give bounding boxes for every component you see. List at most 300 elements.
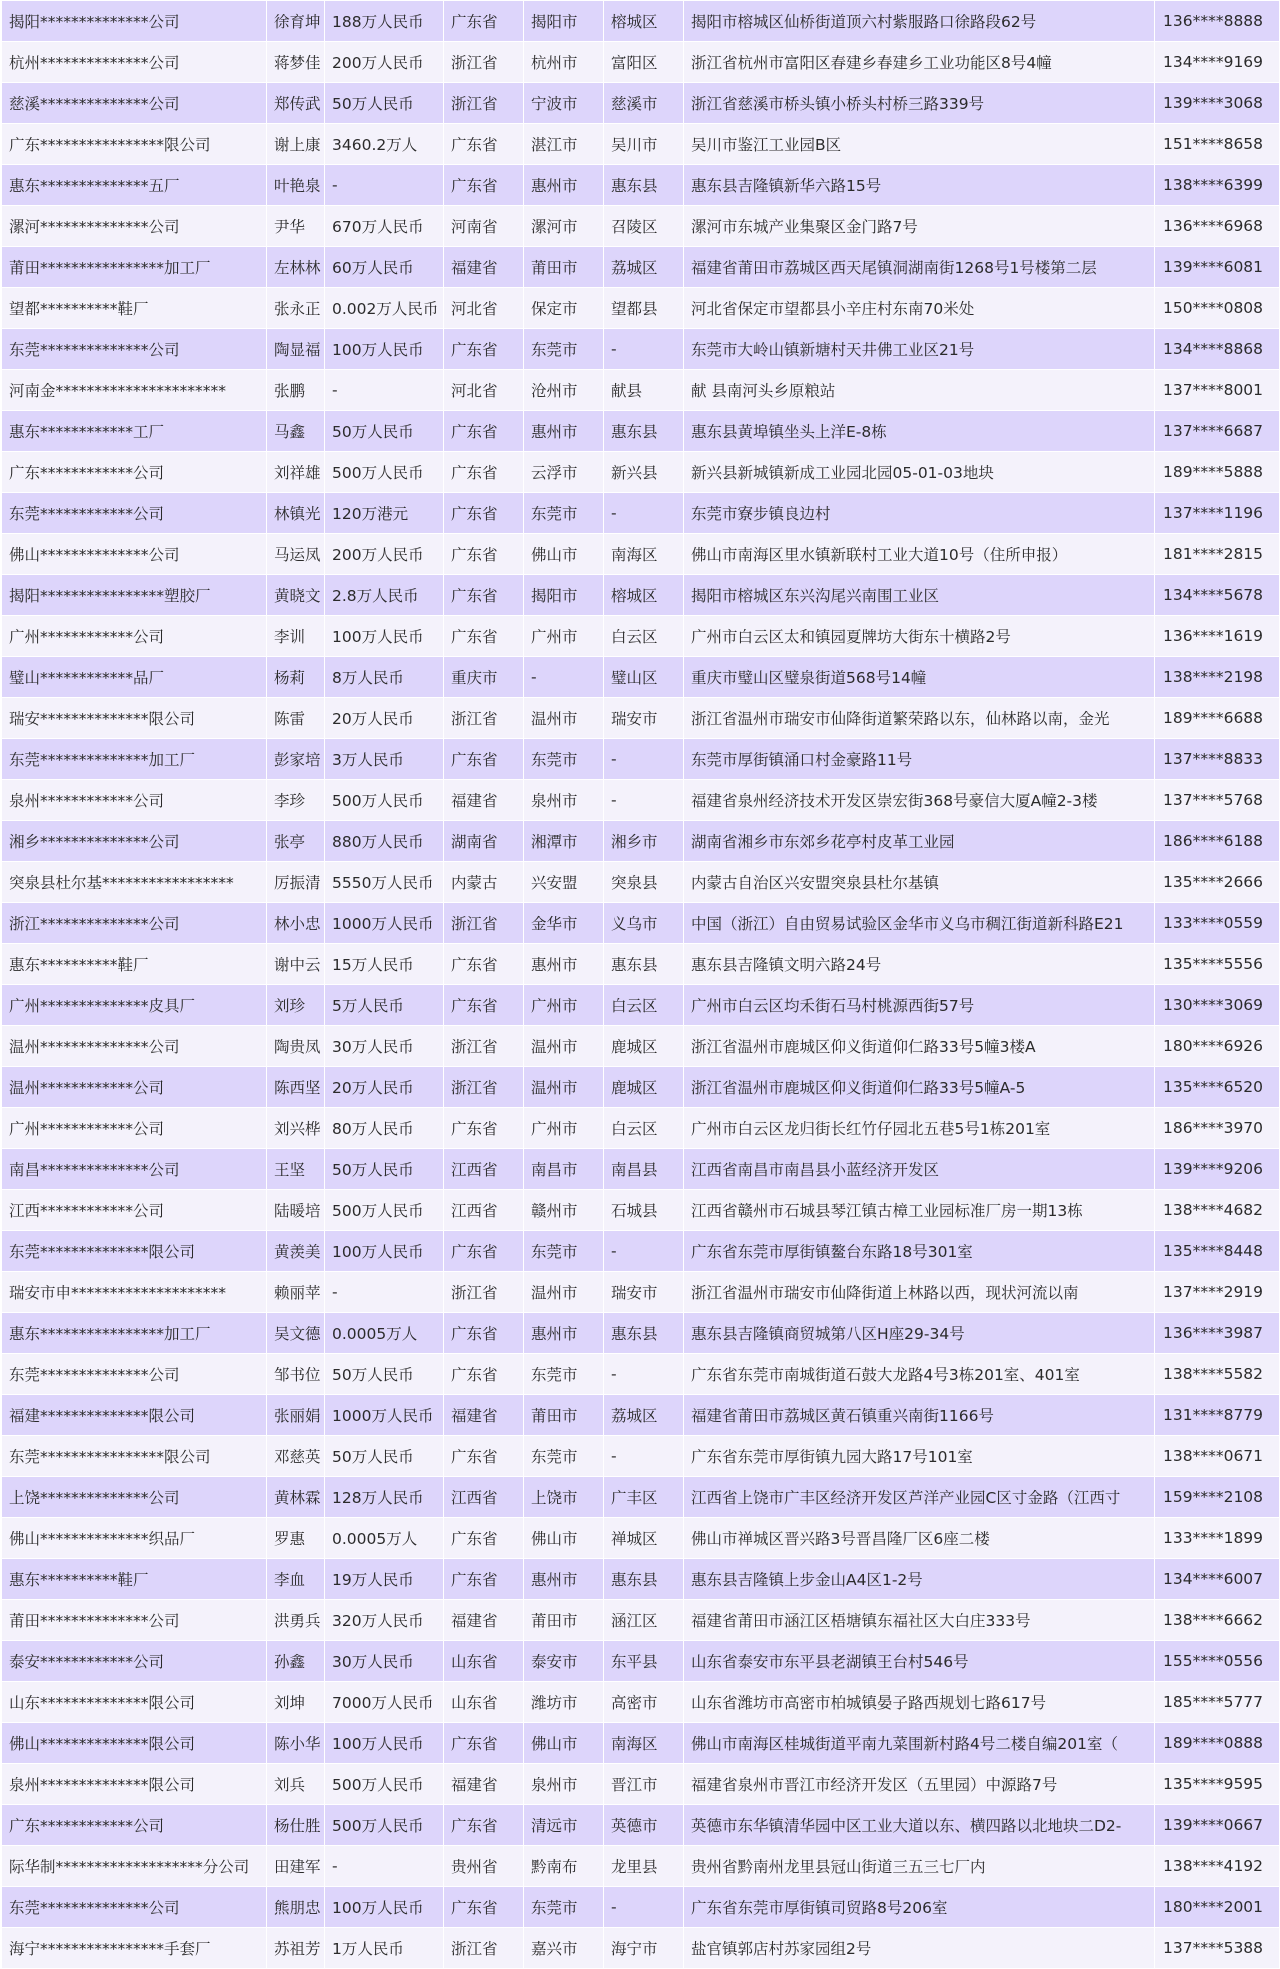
city-cell: 上饶市 <box>524 1477 604 1518</box>
phone-cell: 185****5777 <box>1155 1682 1280 1723</box>
company-cell: 湘乡**************公司 <box>2 821 267 862</box>
city-cell: 佛山市 <box>524 534 604 575</box>
company-cell: 杭州**************公司 <box>2 42 267 83</box>
city-cell: 莆田市 <box>524 247 604 288</box>
legal-person-cell: 刘祥雄 <box>267 452 325 493</box>
legal-person-cell: 杨莉 <box>267 657 325 698</box>
legal-person-cell: 谢中云 <box>267 944 325 985</box>
address-cell: 浙江省温州市鹿城区仰义街道仰仁路33号5幢3楼A <box>684 1026 1155 1067</box>
address-cell: 盐官镇郭店村苏家园组2号 <box>684 1928 1155 1969</box>
legal-person-cell: 赖丽苹 <box>267 1272 325 1313</box>
province-cell: 广东省 <box>444 1108 524 1149</box>
table-body <box>2 1 1280 1969</box>
phone-cell: 130****3069 <box>1155 985 1280 1026</box>
province-cell: 广东省 <box>444 534 524 575</box>
province-cell: 广东省 <box>444 1887 524 1928</box>
phone-cell: 180****2001 <box>1155 1887 1280 1928</box>
registered-capital-cell: 8万人民币 <box>325 657 444 698</box>
province-cell: 山东省 <box>444 1641 524 1682</box>
phone-cell: 138****4682 <box>1155 1190 1280 1231</box>
province-cell: 江西省 <box>444 1477 524 1518</box>
legal-person-cell: 张鹏 <box>267 370 325 411</box>
province-cell: 广东省 <box>444 1518 524 1559</box>
registered-capital-cell: 200万人民币 <box>325 42 444 83</box>
company-cell: 慈溪**************公司 <box>2 83 267 124</box>
registered-capital-cell: - <box>325 1846 444 1887</box>
city-cell: 杭州市 <box>524 42 604 83</box>
phone-cell: 139****0667 <box>1155 1805 1280 1846</box>
province-cell: 广东省 <box>444 493 524 534</box>
phone-cell: 137****8833 <box>1155 739 1280 780</box>
district-cell: 白云区 <box>604 1108 684 1149</box>
company-cell: 莆田**************公司 <box>2 1600 267 1641</box>
table-row <box>2 1436 1280 1477</box>
district-cell: 惠东县 <box>604 1313 684 1354</box>
legal-person-cell: 苏祖芳 <box>267 1928 325 1969</box>
district-cell: 召陵区 <box>604 206 684 247</box>
phone-cell: 138****2198 <box>1155 657 1280 698</box>
company-cell: 惠东**********鞋厂 <box>2 944 267 985</box>
city-cell: 惠州市 <box>524 944 604 985</box>
registered-capital-cell: 5万人民币 <box>325 985 444 1026</box>
province-cell: 浙江省 <box>444 1067 524 1108</box>
phone-cell: 139****3068 <box>1155 83 1280 124</box>
address-cell: 广东省东莞市厚街镇司贸路8号206室 <box>684 1887 1155 1928</box>
registered-capital-cell: 3万人民币 <box>325 739 444 780</box>
company-cell: 海宁****************手套厂 <box>2 1928 267 1969</box>
table-row <box>2 616 1280 657</box>
registered-capital-cell: 500万人民币 <box>325 1764 444 1805</box>
registered-capital-cell: 500万人民币 <box>325 780 444 821</box>
city-cell: 东莞市 <box>524 1354 604 1395</box>
company-cell: 漯河**************公司 <box>2 206 267 247</box>
registered-capital-cell: 20万人民币 <box>325 1067 444 1108</box>
district-cell: 荔城区 <box>604 1395 684 1436</box>
company-cell: 揭阳**************公司 <box>2 1 267 42</box>
province-cell: 浙江省 <box>444 1928 524 1969</box>
legal-person-cell: 王坚 <box>267 1149 325 1190</box>
registered-capital-cell: 50万人民币 <box>325 1354 444 1395</box>
province-cell: 河南省 <box>444 206 524 247</box>
address-cell: 东莞市厚街镇涌口村金豪路11号 <box>684 739 1155 780</box>
table-row <box>2 1805 1280 1846</box>
phone-cell: 155****0556 <box>1155 1641 1280 1682</box>
registered-capital-cell: 0.0005万人 <box>325 1313 444 1354</box>
phone-cell: 138****0671 <box>1155 1436 1280 1477</box>
city-cell: 黔南布 <box>524 1846 604 1887</box>
table-row <box>2 1190 1280 1231</box>
city-cell: 东莞市 <box>524 1231 604 1272</box>
legal-person-cell: 邹书位 <box>267 1354 325 1395</box>
registered-capital-cell: 320万人民币 <box>325 1600 444 1641</box>
province-cell: 浙江省 <box>444 42 524 83</box>
table-row <box>2 780 1280 821</box>
address-cell: 献 县南河头乡原粮站 <box>684 370 1155 411</box>
company-cell: 广州************公司 <box>2 1108 267 1149</box>
legal-person-cell: 黄林霖 <box>267 1477 325 1518</box>
legal-person-cell: 马运凤 <box>267 534 325 575</box>
table-row <box>2 1641 1280 1682</box>
phone-cell: 139****6081 <box>1155 247 1280 288</box>
province-cell: 福建省 <box>444 1600 524 1641</box>
registered-capital-cell: - <box>325 165 444 206</box>
city-cell: 湘潭市 <box>524 821 604 862</box>
legal-person-cell: 陈雷 <box>267 698 325 739</box>
phone-cell: 137****2919 <box>1155 1272 1280 1313</box>
province-cell: 广东省 <box>444 1354 524 1395</box>
district-cell: - <box>604 1887 684 1928</box>
district-cell: 湘乡市 <box>604 821 684 862</box>
legal-person-cell: 黄晓文 <box>267 575 325 616</box>
address-cell: 内蒙古自治区兴安盟突泉县杜尔基镇 <box>684 862 1155 903</box>
registered-capital-cell: 7000万人民币 <box>325 1682 444 1723</box>
phone-cell: 137****6687 <box>1155 411 1280 452</box>
district-cell: 英德市 <box>604 1805 684 1846</box>
registered-capital-cell: 670万人民币 <box>325 206 444 247</box>
table-row <box>2 1067 1280 1108</box>
district-cell: - <box>604 493 684 534</box>
district-cell: 高密市 <box>604 1682 684 1723</box>
address-cell: 河北省保定市望都县小辛庄村东南70米处 <box>684 288 1155 329</box>
legal-person-cell: 陶贵凤 <box>267 1026 325 1067</box>
company-cell: 惠东************工厂 <box>2 411 267 452</box>
legal-person-cell: 陈小华 <box>267 1723 325 1764</box>
company-cell: 河南金********************** <box>2 370 267 411</box>
address-cell: 广东省东莞市厚街镇九园大路17号101室 <box>684 1436 1155 1477</box>
district-cell: 涵江区 <box>604 1600 684 1641</box>
city-cell: 清远市 <box>524 1805 604 1846</box>
registered-capital-cell: 1万人民币 <box>325 1928 444 1969</box>
legal-person-cell: 刘兵 <box>267 1764 325 1805</box>
phone-cell: 151****8658 <box>1155 124 1280 165</box>
table-row <box>2 288 1280 329</box>
city-cell: 惠州市 <box>524 1313 604 1354</box>
address-cell: 惠东县吉隆镇新华六路15号 <box>684 165 1155 206</box>
company-cell: 惠东**********鞋厂 <box>2 1559 267 1600</box>
company-cell: 广州************公司 <box>2 616 267 657</box>
registered-capital-cell: 100万人民币 <box>325 1231 444 1272</box>
district-cell: - <box>604 329 684 370</box>
district-cell: 望都县 <box>604 288 684 329</box>
legal-person-cell: 厉振清 <box>267 862 325 903</box>
phone-cell: 137****1196 <box>1155 493 1280 534</box>
phone-cell: 135****2666 <box>1155 862 1280 903</box>
district-cell: 龙里县 <box>604 1846 684 1887</box>
legal-person-cell: 林镇光 <box>267 493 325 534</box>
table-row <box>2 1395 1280 1436</box>
company-cell: 佛山**************公司 <box>2 534 267 575</box>
city-cell: 泉州市 <box>524 780 604 821</box>
company-cell: 东莞**************公司 <box>2 1354 267 1395</box>
table-row <box>2 1600 1280 1641</box>
address-cell: 广州市白云区太和镇园夏牌坊大街东十横路2号 <box>684 616 1155 657</box>
legal-person-cell: 刘珍 <box>267 985 325 1026</box>
address-cell: 山东省泰安市东平县老湖镇王台村546号 <box>684 1641 1155 1682</box>
district-cell: 吴川市 <box>604 124 684 165</box>
table-row <box>2 1723 1280 1764</box>
company-cell: 瑞安**************限公司 <box>2 698 267 739</box>
city-cell: 揭阳市 <box>524 575 604 616</box>
address-cell: 惠东县吉隆镇商贸城第八区H座29-34号 <box>684 1313 1155 1354</box>
registered-capital-cell: - <box>325 1272 444 1313</box>
district-cell: 鹿城区 <box>604 1067 684 1108</box>
legal-person-cell: 郑传武 <box>267 83 325 124</box>
province-cell: 广东省 <box>444 1 524 42</box>
company-cell: 浙江**************公司 <box>2 903 267 944</box>
legal-person-cell: 林小忠 <box>267 903 325 944</box>
table-row <box>2 1518 1280 1559</box>
city-cell: 东莞市 <box>524 1436 604 1477</box>
province-cell: 浙江省 <box>444 1272 524 1313</box>
company-cell: 望都**********鞋厂 <box>2 288 267 329</box>
company-cell: 东莞************公司 <box>2 493 267 534</box>
province-cell: 广东省 <box>444 1231 524 1272</box>
table-row <box>2 411 1280 452</box>
table-row <box>2 821 1280 862</box>
legal-person-cell: 洪勇兵 <box>267 1600 325 1641</box>
province-cell: 浙江省 <box>444 903 524 944</box>
table-row <box>2 985 1280 1026</box>
legal-person-cell: 吴文德 <box>267 1313 325 1354</box>
phone-cell: 131****8779 <box>1155 1395 1280 1436</box>
address-cell: 英德市东华镇清华园中区工业大道以东、横四路以北地块二D2- <box>684 1805 1155 1846</box>
registered-capital-cell: 5550万人民币 <box>325 862 444 903</box>
city-cell: 莆田市 <box>524 1395 604 1436</box>
address-cell: 浙江省温州市瑞安市仙降街道上林路以西，现状河流以南 <box>684 1272 1155 1313</box>
province-cell: 广东省 <box>444 575 524 616</box>
city-cell: 兴安盟 <box>524 862 604 903</box>
phone-cell: 137****5768 <box>1155 780 1280 821</box>
company-cell: 佛山**************限公司 <box>2 1723 267 1764</box>
phone-cell: 139****9206 <box>1155 1149 1280 1190</box>
city-cell: 惠州市 <box>524 165 604 206</box>
province-cell: 浙江省 <box>444 83 524 124</box>
phone-cell: 138****5582 <box>1155 1354 1280 1395</box>
registered-capital-cell: 500万人民币 <box>325 1190 444 1231</box>
phone-cell: 189****0888 <box>1155 1723 1280 1764</box>
legal-person-cell: 罗惠 <box>267 1518 325 1559</box>
registered-capital-cell: 500万人民币 <box>325 452 444 493</box>
phone-cell: 186****3970 <box>1155 1108 1280 1149</box>
registered-capital-cell: 50万人民币 <box>325 1149 444 1190</box>
company-cell: 广东************公司 <box>2 452 267 493</box>
table-row <box>2 657 1280 698</box>
address-cell: 福建省泉州市晋江市经济开发区（五里园）中源路7号 <box>684 1764 1155 1805</box>
phone-cell: 189****6688 <box>1155 698 1280 739</box>
phone-cell: 181****2815 <box>1155 534 1280 575</box>
registered-capital-cell: 2.8万人民币 <box>325 575 444 616</box>
company-cell: 惠东****************加工厂 <box>2 1313 267 1354</box>
address-cell: 江西省上饶市广丰区经济开发区芦洋产业园C区寸金路（江西寸 <box>684 1477 1155 1518</box>
table-row <box>2 1682 1280 1723</box>
registered-capital-cell: 80万人民币 <box>325 1108 444 1149</box>
district-cell: 献县 <box>604 370 684 411</box>
phone-cell: 137****8001 <box>1155 370 1280 411</box>
city-cell: 沧州市 <box>524 370 604 411</box>
district-cell: - <box>604 1231 684 1272</box>
district-cell: 石城县 <box>604 1190 684 1231</box>
city-cell: 南昌市 <box>524 1149 604 1190</box>
table-row <box>2 1559 1280 1600</box>
district-cell: 南昌县 <box>604 1149 684 1190</box>
address-cell: 贵州省黔南州龙里县冠山街道三五三七厂内 <box>684 1846 1155 1887</box>
district-cell: - <box>604 1354 684 1395</box>
table-row <box>2 944 1280 985</box>
legal-person-cell: 熊朋忠 <box>267 1887 325 1928</box>
city-cell: 云浮市 <box>524 452 604 493</box>
province-cell: 广东省 <box>444 1559 524 1600</box>
city-cell: 揭阳市 <box>524 1 604 42</box>
table-row <box>2 329 1280 370</box>
district-cell: 南海区 <box>604 1723 684 1764</box>
registered-capital-cell: 0.0005万人 <box>325 1518 444 1559</box>
province-cell: 广东省 <box>444 329 524 370</box>
city-cell: 赣州市 <box>524 1190 604 1231</box>
legal-person-cell: 左林林 <box>267 247 325 288</box>
company-cell: 泉州**************限公司 <box>2 1764 267 1805</box>
table-row <box>2 862 1280 903</box>
city-cell: 潍坊市 <box>524 1682 604 1723</box>
district-cell: 禅城区 <box>604 1518 684 1559</box>
city-cell: 广州市 <box>524 1108 604 1149</box>
company-cell: 东莞**************限公司 <box>2 1231 267 1272</box>
city-cell: 广州市 <box>524 985 604 1026</box>
registered-capital-cell: 50万人民币 <box>325 83 444 124</box>
legal-person-cell: 陶显福 <box>267 329 325 370</box>
company-cell: 佛山**************织品厂 <box>2 1518 267 1559</box>
registered-capital-cell: 50万人民币 <box>325 411 444 452</box>
district-cell: 突泉县 <box>604 862 684 903</box>
company-cell: 上饶**************公司 <box>2 1477 267 1518</box>
table-row <box>2 1108 1280 1149</box>
province-cell: 江西省 <box>444 1149 524 1190</box>
address-cell: 漯河市东城产业集聚区金门路7号 <box>684 206 1155 247</box>
address-cell: 吴川市鉴江工业园B区 <box>684 124 1155 165</box>
city-cell: 温州市 <box>524 698 604 739</box>
registered-capital-cell: 100万人民币 <box>325 1887 444 1928</box>
district-cell: 惠东县 <box>604 165 684 206</box>
phone-cell: 134****9169 <box>1155 42 1280 83</box>
city-cell: 佛山市 <box>524 1723 604 1764</box>
legal-person-cell: 李珍 <box>267 780 325 821</box>
district-cell: 海宁市 <box>604 1928 684 1969</box>
district-cell: 榕城区 <box>604 1 684 42</box>
district-cell: 惠东县 <box>604 1559 684 1600</box>
legal-person-cell: 李训 <box>267 616 325 657</box>
table-row <box>2 493 1280 534</box>
table-row <box>2 1313 1280 1354</box>
address-cell: 东莞市寮步镇良边村 <box>684 493 1155 534</box>
city-cell: 温州市 <box>524 1272 604 1313</box>
registered-capital-cell: 15万人民币 <box>325 944 444 985</box>
registered-capital-cell: 1000万人民币 <box>325 1395 444 1436</box>
company-cell: 山东**************限公司 <box>2 1682 267 1723</box>
district-cell: 璧山区 <box>604 657 684 698</box>
address-cell: 中国（浙江）自由贸易试验区金华市义乌市稠江街道新科路E21 <box>684 903 1155 944</box>
legal-person-cell: 叶艳泉 <box>267 165 325 206</box>
legal-person-cell: 谢上康 <box>267 124 325 165</box>
city-cell: 嘉兴市 <box>524 1928 604 1969</box>
address-cell: 广州市白云区龙归街长红竹仔园北五巷5号1栋201室 <box>684 1108 1155 1149</box>
district-cell: 榕城区 <box>604 575 684 616</box>
legal-person-cell: 张永正 <box>267 288 325 329</box>
province-cell: 江西省 <box>444 1190 524 1231</box>
province-cell: 河北省 <box>444 288 524 329</box>
address-cell: 江西省南昌市南昌县小蓝经济开发区 <box>684 1149 1155 1190</box>
province-cell: 广东省 <box>444 985 524 1026</box>
address-cell: 浙江省慈溪市桥头镇小桥头村桥三路339号 <box>684 83 1155 124</box>
legal-person-cell: 田建军 <box>267 1846 325 1887</box>
table-row <box>2 1272 1280 1313</box>
city-cell: 佛山市 <box>524 1518 604 1559</box>
phone-cell: 136****6968 <box>1155 206 1280 247</box>
registered-capital-cell: 50万人民币 <box>325 1436 444 1477</box>
table-row <box>2 452 1280 493</box>
table-row <box>2 1026 1280 1067</box>
address-cell: 福建省莆田市荔城区黄石镇重兴南街1166号 <box>684 1395 1155 1436</box>
province-cell: 山东省 <box>444 1682 524 1723</box>
phone-cell: 138****6399 <box>1155 165 1280 206</box>
phone-cell: 136****3987 <box>1155 1313 1280 1354</box>
legal-person-cell: 蒋梦佳 <box>267 42 325 83</box>
company-cell: 突泉县杜尔基***************** <box>2 862 267 903</box>
district-cell: - <box>604 780 684 821</box>
city-cell: 东莞市 <box>524 1887 604 1928</box>
province-cell: 广东省 <box>444 1805 524 1846</box>
table-row <box>2 165 1280 206</box>
table-row <box>2 1764 1280 1805</box>
province-cell: 福建省 <box>444 1395 524 1436</box>
district-cell: 白云区 <box>604 616 684 657</box>
table-row <box>2 206 1280 247</box>
city-cell: 东莞市 <box>524 739 604 780</box>
legal-person-cell: 张丽娟 <box>267 1395 325 1436</box>
address-cell: 新兴县新城镇新成工业园北园05-01-03地块 <box>684 452 1155 493</box>
legal-person-cell: 邓慈英 <box>267 1436 325 1477</box>
city-cell: 东莞市 <box>524 493 604 534</box>
phone-cell: 133****0559 <box>1155 903 1280 944</box>
registered-capital-cell: 500万人民币 <box>325 1805 444 1846</box>
company-cell: 际华制*******************分公司 <box>2 1846 267 1887</box>
province-cell: 广东省 <box>444 1723 524 1764</box>
phone-cell: 134****6007 <box>1155 1559 1280 1600</box>
company-cell: 揭阳****************塑胶厂 <box>2 575 267 616</box>
registered-capital-cell: 20万人民币 <box>325 698 444 739</box>
table-row <box>2 1928 1280 1969</box>
company-cell: 泉州************公司 <box>2 780 267 821</box>
company-cell: 泰安************公司 <box>2 1641 267 1682</box>
province-cell: 广东省 <box>444 1313 524 1354</box>
district-cell: 惠东县 <box>604 944 684 985</box>
legal-person-cell: 徐育坤 <box>267 1 325 42</box>
company-cell: 东莞****************限公司 <box>2 1436 267 1477</box>
address-cell: 东莞市大岭山镇新塘村天井佛工业区21号 <box>684 329 1155 370</box>
phone-cell: 136****1619 <box>1155 616 1280 657</box>
province-cell: 福建省 <box>444 247 524 288</box>
address-cell: 佛山市禅城区晋兴路3号晋昌隆厂区6座二楼 <box>684 1518 1155 1559</box>
company-cell: 广州**************皮具厂 <box>2 985 267 1026</box>
province-cell: 重庆市 <box>444 657 524 698</box>
table-row <box>2 698 1280 739</box>
table-row <box>2 1231 1280 1272</box>
district-cell: 慈溪市 <box>604 83 684 124</box>
district-cell: 荔城区 <box>604 247 684 288</box>
table-row <box>2 1354 1280 1395</box>
district-cell: 瑞安市 <box>604 1272 684 1313</box>
district-cell: 南海区 <box>604 534 684 575</box>
legal-person-cell: 陆暖培 <box>267 1190 325 1231</box>
registered-capital-cell: 200万人民币 <box>325 534 444 575</box>
